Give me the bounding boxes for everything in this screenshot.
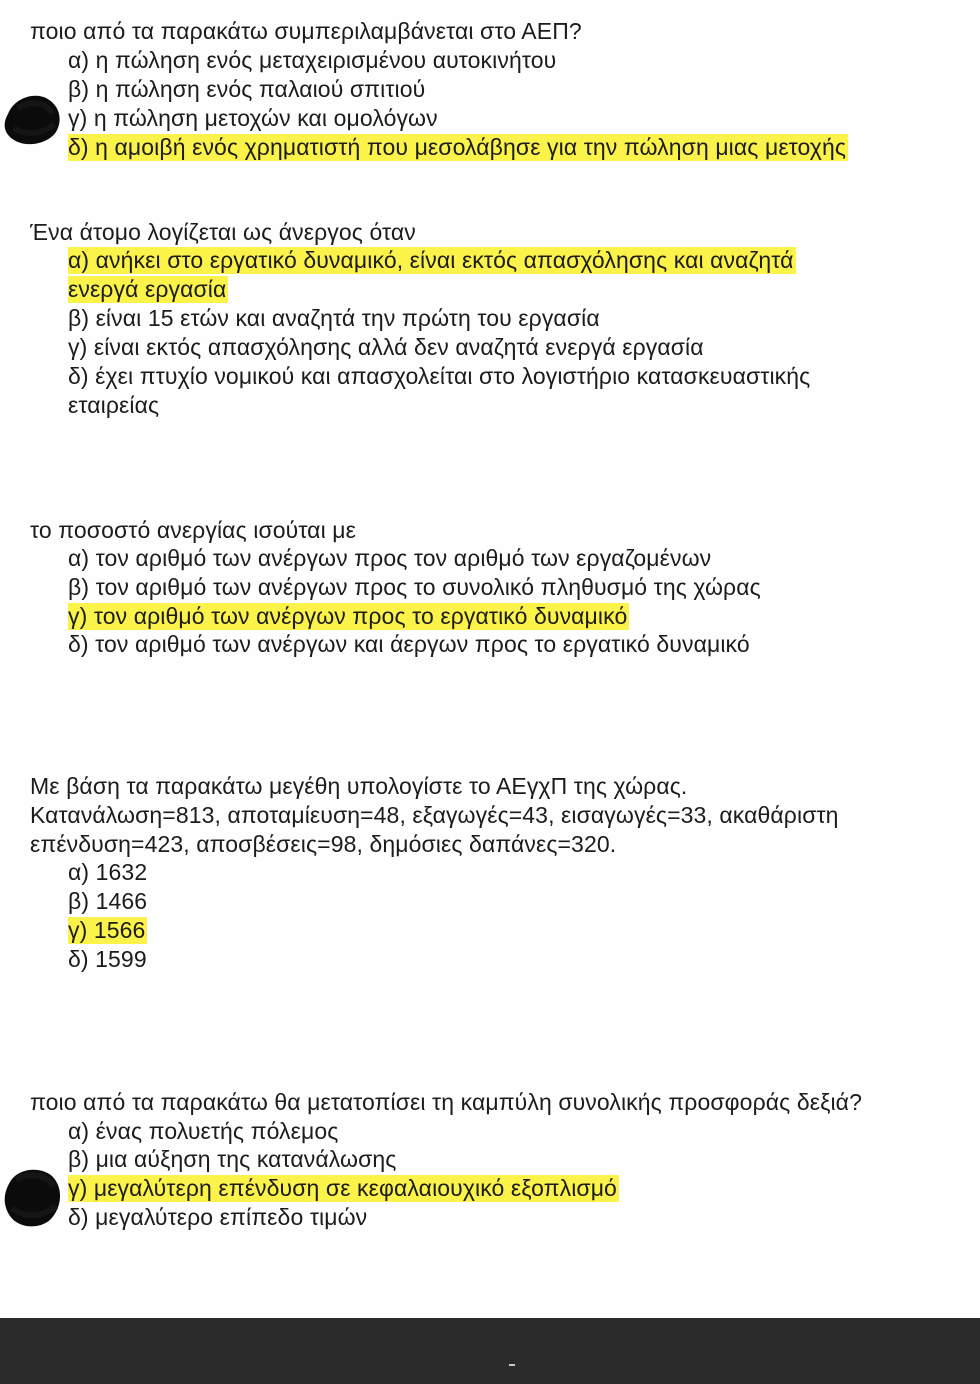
question-2-option-d-cont: εταιρείας bbox=[68, 392, 160, 418]
question-1-prompt: ποιο από τα παρακάτω συμπεριλαμβάνεται στο ΑΕΠ? bbox=[30, 18, 582, 44]
question-4-option-b: β) 1466 bbox=[68, 888, 148, 914]
question-5-option-d: δ) μεγαλύτερο επίπεδο τιμών bbox=[68, 1204, 368, 1230]
question-2-option-d: δ) έχει πτυχίο νομικού και απασχολείται στο λογιστήριο κατασκευαστικής bbox=[68, 363, 811, 389]
redaction-scribble-2 bbox=[0, 1160, 70, 1232]
question-3-option-d: δ) τον αριθμό των ανέργων και άεργων προς το εργατικό δυναμικό bbox=[68, 631, 750, 657]
question-4-option-c-highlighted: γ) 1566 bbox=[68, 917, 146, 943]
question-4-option-d: δ) 1599 bbox=[68, 946, 147, 972]
question-3-option-a: α) τον αριθμό των ανέργων προς τον αριθμό των εργαζομένων bbox=[68, 545, 712, 571]
question-2-option-a-highlighted-cont: ενεργά εργασία bbox=[68, 276, 227, 302]
question-5-option-c-highlighted: γ) μεγαλύτερη επένδυση σε κεφαλαιουχικό εξοπλισμό bbox=[68, 1175, 617, 1201]
question-3-option-b: β) τον αριθμό των ανέργων προς το συνολικό πληθυσμό της χώρας bbox=[68, 574, 761, 600]
question-4-prompt-line-2: Κατανάλωση=813, αποταμίευση=48, εξαγωγές=43, εισαγωγές=33, ακαθάριστη bbox=[30, 802, 839, 828]
question-2-option-a-highlighted: α) ανήκει στο εργατικό δυναμικό, είναι εκτός απασχόλησης και αναζητά bbox=[68, 247, 794, 273]
question-1-option-c: γ) η πώληση μετοχών και ομολόγων bbox=[68, 105, 438, 131]
question-3-option-c-highlighted: γ) τον αριθμό των ανέργων προς το εργατικό δυναμικό bbox=[68, 603, 628, 629]
question-2-option-c: γ) είναι εκτός απασχόλησης αλλά δεν αναζητά ενεργά εργασία bbox=[68, 334, 704, 360]
question-1-option-d-highlighted: δ) η αμοιβή ενός χρηματιστή που μεσολάβησε για την πώληση μιας μετοχής bbox=[68, 134, 847, 160]
question-4-option-a: α) 1632 bbox=[68, 859, 148, 885]
question-1-option-a: α) η πώληση ενός μεταχειρισμένου αυτοκινήτου bbox=[68, 47, 557, 73]
question-4-prompt-line-3: επένδυση=423, αποσβέσεις=98, δημόσιες δαπάνες=320. bbox=[30, 831, 617, 857]
question-4-prompt-line-1: Με βάση τα παρακάτω μεγέθη υπολογίστε το ΑΕγχΠ της χώρας. bbox=[30, 773, 688, 799]
question-5-prompt: ποιο από τα παρακάτω θα μετατοπίσει τη καμπύλη συνολικής προσφοράς δεξιά? bbox=[30, 1089, 862, 1115]
question-5-option-b: β) μια αύξηση της κατανάλωσης bbox=[68, 1146, 397, 1172]
question-2-prompt: Ένα άτομο λογίζεται ως άνεργος όταν bbox=[30, 219, 416, 245]
home-indicator bbox=[509, 1364, 515, 1366]
question-1-option-b: β) η πώληση ενός παλαιού σπιτιού bbox=[68, 76, 426, 102]
question-3-prompt: το ποσοστό ανεργίας ισούται με bbox=[30, 517, 356, 543]
bottom-bar bbox=[0, 1318, 980, 1384]
question-5-option-a: α) ένας πολυετής πόλεμος bbox=[68, 1118, 339, 1144]
redaction-scribble-1 bbox=[0, 84, 70, 152]
question-2-option-b: β) είναι 15 ετών και αναζητά την πρώτη του εργασία bbox=[68, 305, 600, 331]
